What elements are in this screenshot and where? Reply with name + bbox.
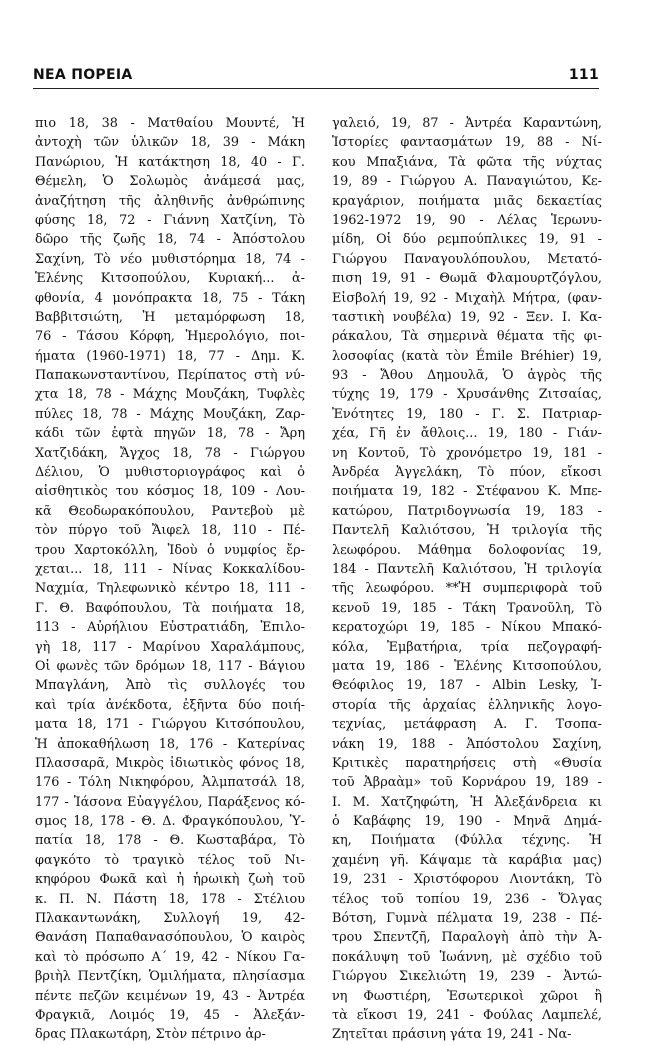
text-line: 76 - Τάσου Κόρφη, Ἡμερολόγιο, ποι- [35, 329, 305, 345]
text-line: λεωφόρου. Μάθημα δολοφονίας 19, [332, 542, 602, 558]
text-line: Δέλιου, Ὁ μυθιστοριογράφος καὶ ὁ [35, 465, 305, 481]
text-line: δῶρο τῆς ζωῆς 18, 74 - Ἀπόστολου [35, 232, 305, 248]
text-line: πύλες 18, 78 - Μάχης Μουζάκη, Ζαρ- [35, 406, 305, 422]
page-header [33, 62, 599, 89]
text-line: πιο 18, 38 - Ματθαίου Μουντέ, Ἡ [35, 116, 305, 131]
text-line: χτα 18, 78 - Μάχης Μουζάκη, Τυφλὲς [35, 387, 305, 403]
text-line: Γιώργου Σικελιώτη 19, 239 - Ἀντώ- [332, 969, 602, 985]
text-line: σμος 18, 178 - Θ. Δ. Φραγκόπουλου, Ὑ- [35, 814, 305, 830]
text-line: κατώρου, Πατριδογνωσία 19, 183 - [332, 503, 602, 519]
text-line: 1962-1972 19, 90 - Λέλας Ἱερωνυ- [332, 212, 602, 228]
text-line: ταστικὴ νουβέλα) 19, 92 - Ξεν. Ι. Κα- [332, 309, 602, 325]
text-line: Γιώργου Παναγουλόπουλου, Μετατό- [332, 251, 602, 267]
text-line: κ. Π. Ν. Πάστη 18, 178 - Στέλιου [35, 891, 305, 907]
text-line: Ἱστορίες φαντασμάτων 19, 88 - Νί- [332, 135, 602, 151]
text-line: Πλασσαρᾶ, Μικρὸς ἰδιωτικὸς φόνος 18, [35, 755, 305, 771]
text-line: νάκη 19, 188 - Ἀπόστολου Σαχίνη, [332, 736, 602, 752]
text-line: χεται... 18, 111 - Νίνας Κοκκαλίδου- [35, 561, 305, 577]
text-line: στορία τῆς ἀρχαίας ἑλληνικῆς λογο- [332, 697, 602, 713]
text-line: Πλακαντωνάκη, Συλλογή 19, 42- [35, 911, 305, 927]
text-line: Μπαγλάνη, Ἀπὸ τὶς συλλογές του [35, 678, 305, 694]
text-line: ἀναζήτηση τῆς ἀληθινῆς ἀνθρώπινης [35, 193, 305, 209]
text-line: ματα 18, 171 - Γιώργου Κιτσόπουλου, [35, 717, 305, 733]
text-line: τοῦ Ἀβραὰμ» τοῦ Κορνάρου 19, 189 - [332, 775, 602, 791]
text-line: τρου Σπεντζῆ, Παραλογὴ ἀπὸ τὴν Ἀ- [332, 930, 602, 946]
text-line: Ἡ ἀποκαθήλωση 18, 176 - Κατερίνας [35, 736, 305, 752]
text-line: 177 - Ἰάσονα Εὐαγγέλου, Παράξενος κό- [35, 794, 305, 810]
text-line: τρου Χαρτοκόλλη, Ἰδοὺ ὁ νυμφίος ἔρ- [35, 542, 305, 558]
text-line: Σαχίνη, Τὸ νέο μυθιστόρημα 18, 74 - [35, 251, 305, 267]
text-line: ποκάλυψη τοῦ Ἰωάννη, μὲ σχέδιο τοῦ [332, 949, 602, 965]
text-line: Θεόφιλος 19, 187 - Albin Lesky, Ἰ- [332, 678, 602, 694]
text-line: Χατζιδάκη, Ἄγχος 18, 78 - Γιώργου [35, 445, 305, 461]
text-line: κόλα, Ἐμβατήρια, τρία πεζογραφή- [332, 639, 602, 655]
text-line: φθονία, 4 μονόπρακτα 18, 75 - Τάκη [35, 290, 305, 306]
text-line: τὸν πύργο τοῦ Ἄιφελ 18, 110 - Πέ- [35, 523, 305, 539]
text-line: πατία 18, 178 - Θ. Κωσταβάρα, Τὸ [35, 833, 305, 849]
text-line: τὰ εἴκοσι 19, 241 - Φούλας Λαμπελέ, [332, 1007, 602, 1023]
text-line: Παντελῆ Καλιότσου, Ἡ τριλογία τῆς [332, 523, 602, 539]
text-line: νη Φωστιέρη, Ἐσωτερικοὶ χῶροι ἢ [332, 988, 602, 1004]
text-line: ράκαλου, Τὰ σημερινὰ θέματα τῆς φι- [332, 329, 602, 345]
running-title: ΝΕΑ ΠΟΡΕΙΑ [33, 67, 133, 83]
right-text-column [332, 114, 602, 1045]
text-line: κου Μπαξιάνα, Τὰ φῶτα τῆς νύχτας [332, 154, 602, 170]
text-line: Γ. Θ. Βαφόπουλου, Τὰ ποιήματα 18, [35, 600, 305, 616]
text-line: Εἰσβολή 19, 92 - Μιχαὴλ Μήτρα, (φαν- [332, 290, 602, 306]
text-line: ὁ Καβάφης 19, 190 - Μηνᾶ Δημά- [332, 814, 602, 830]
text-line: τῆς λεωφόρου. **Ἡ συμπεριφορὰ τοῦ [332, 581, 602, 597]
text-line: δρας Πλακωτάρη, Στὸν πέτρινο ἀρ- [35, 1027, 266, 1043]
text-line: γαλειό, 19, 87 - Ἀντρέα Καραντώνη, [332, 116, 602, 131]
text-line: τέλος τοῦ τοπίου 19, 236 - Ὄλγας [332, 891, 602, 907]
text-line: Κριτικὲς παρατηρήσεις στὴ «Θυσία [332, 755, 602, 771]
text-line: 93 - Ἄθου Δημουλᾶ, Ὁ ἀγρὸς τῆς [332, 368, 602, 384]
text-line: τεχνίας, μετάφραση Α. Γ. Τσοπα- [332, 717, 602, 733]
text-line: πιση 19, 91 - Θωμᾶ Φλαμουρτζόγλου, [332, 271, 602, 287]
text-line: χέα, Γῆ ἐν ἄθλοις... 19, 180 - Γιάν- [332, 426, 602, 442]
text-line: Οἱ φωνὲς τῶν δρόμων 18, 117 - Βάγιου [35, 658, 305, 674]
text-line: Θανάση Παπαθανασόπουλου, Ὁ καιρὸς [35, 930, 305, 946]
text-line: Ἐνότητες 19, 180 - Γ. Σ. Πατριαρ- [332, 406, 602, 422]
text-line: 19, 231 - Χριστόφορου Λιοντάκη, Τὸ [332, 872, 602, 888]
text-line: φαγκότο τὸ τραγικὸ τέλος τοῦ Νι- [35, 852, 305, 868]
text-line: τύχης 19, 179 - Χρυσάνθης Ζιτσαίας, [332, 387, 602, 403]
text-line: κενοῦ 19, 185 - Τάκη Τρανοῦλη, Τὸ [332, 600, 602, 616]
text-line: Πανώριου, Ἡ κατάκτηση 18, 40 - Γ. [35, 154, 305, 170]
text-line: ἀντοχὴ τῶν ὑλικῶν 18, 39 - Μάκη [35, 135, 305, 151]
text-line: 176 - Τόλη Νικηφόρου, Ἀλμπατσάλ 18, [35, 775, 305, 791]
text-line: κερατοχώρι 19, 185 - Νίκου Μπακό- [332, 620, 602, 636]
text-line: Ἑλένης Κιτσοπούλου, Κυριακή... ἀ- [35, 271, 305, 287]
text-line: Ναχμία, Τηλεφωνικὸ κέντρο 18, 111 - [35, 581, 305, 597]
text-line: κη, Ποιήματα (Φύλλα τέχνης. Ἡ [332, 833, 602, 849]
text-line: χαμένη γῆ. Κάψαμε τὰ καράβια μας) [332, 852, 602, 868]
text-line: Ἀνδρέα Ἀγγελάκη, Τὸ πύον, εἴκοσι [332, 465, 602, 481]
text-line: κραγάριον, ποιήματα μιᾶς δεκαετίας [332, 193, 602, 209]
text-line: γὴ 18, 117 - Μαρίνου Χαραλάμπους, [35, 639, 305, 655]
text-line: κηφόρου Φωκᾶ καὶ ἡ ἡρωικὴ ζωὴ τοῦ [35, 872, 305, 888]
text-line: 113 - Αὐρήλιου Εὐστρατιάδη, Ἐπιλο- [35, 620, 305, 636]
text-line: αἰσθητικὸς του κόσμος 18, 109 - Λου- [35, 484, 305, 500]
text-line: Φραγκιᾶ, Λοιμός 19, 45 - Ἀλεξάν- [35, 1007, 305, 1023]
text-line: φύσης 18, 72 - Γιάννη Χατζίνη, Τὸ [35, 212, 305, 228]
page-number: 111 [568, 67, 599, 83]
text-line: κάδι τῶν ἑφτὰ πηγῶν 18, 78 - Ἄρη [35, 426, 305, 442]
text-line: 19, 89 - Γιώργου Α. Παναγιώτου, Κε- [332, 174, 602, 190]
text-line: μίδη, Οἱ δύο ρεμπούπλικες 19, 91 - [332, 232, 602, 248]
text-line: 184 - Παντελῆ Καλιότσου, Ἡ τριλογία [332, 561, 602, 577]
text-line: ματα 19, 186 - Ἑλένης Κιτσοπούλου, [332, 658, 602, 674]
left-text-column [35, 114, 305, 1045]
text-line: Ι. Μ. Χατζηφώτη, Ἡ Ἀλεξάνδρεια κι [332, 794, 602, 810]
text-line: καὶ τὸ πρόσωπο Α΄ 19, 42 - Νίκου Γα- [35, 949, 305, 965]
text-line: Βότση, Γυμνὰ πέλματα 19, 238 - Πέ- [332, 911, 602, 927]
text-line: Θέμελη, Ὁ Σολωμὸς ἀνάμεσά μας, [35, 174, 305, 190]
text-line: Παπακωνσταντίνου, Περίπατος στὴ νύ- [35, 368, 305, 384]
text-line: ήματα (1960-1971) 18, 77 - Δημ. Κ. [35, 348, 305, 364]
text-line: Ζητεῖται πράσινη γάτα 19, 241 - Να- [332, 1027, 572, 1043]
text-line: ποιήματα 19, 182 - Στέφανου Κ. Μπε- [332, 484, 602, 500]
text-line: πέντε πεζῶν κειμένων 19, 43 - Ἀντρέα [35, 988, 305, 1004]
text-line: βριὴλ Πεντζίκη, Ὁμιλήματα, πλησίασμα [35, 969, 305, 985]
text-line: λοσοφίας (κατὰ τὸν Émile Bréhier) 19, [332, 348, 602, 364]
text-line: νη Κοντοῦ, Τὸ χρονόμετρο 19, 181 - [332, 445, 602, 461]
text-line: καὶ τρία ἀνέκδοτα, ἐξῆντα δύο ποιή- [35, 697, 305, 713]
text-line: κᾶ Θεοδωρακόπουλου, Ραντεβοὺ μὲ [35, 503, 305, 519]
text-line: Βαββιτσιώτη, Ἡ μεταμόρφωση 18, [35, 309, 305, 325]
